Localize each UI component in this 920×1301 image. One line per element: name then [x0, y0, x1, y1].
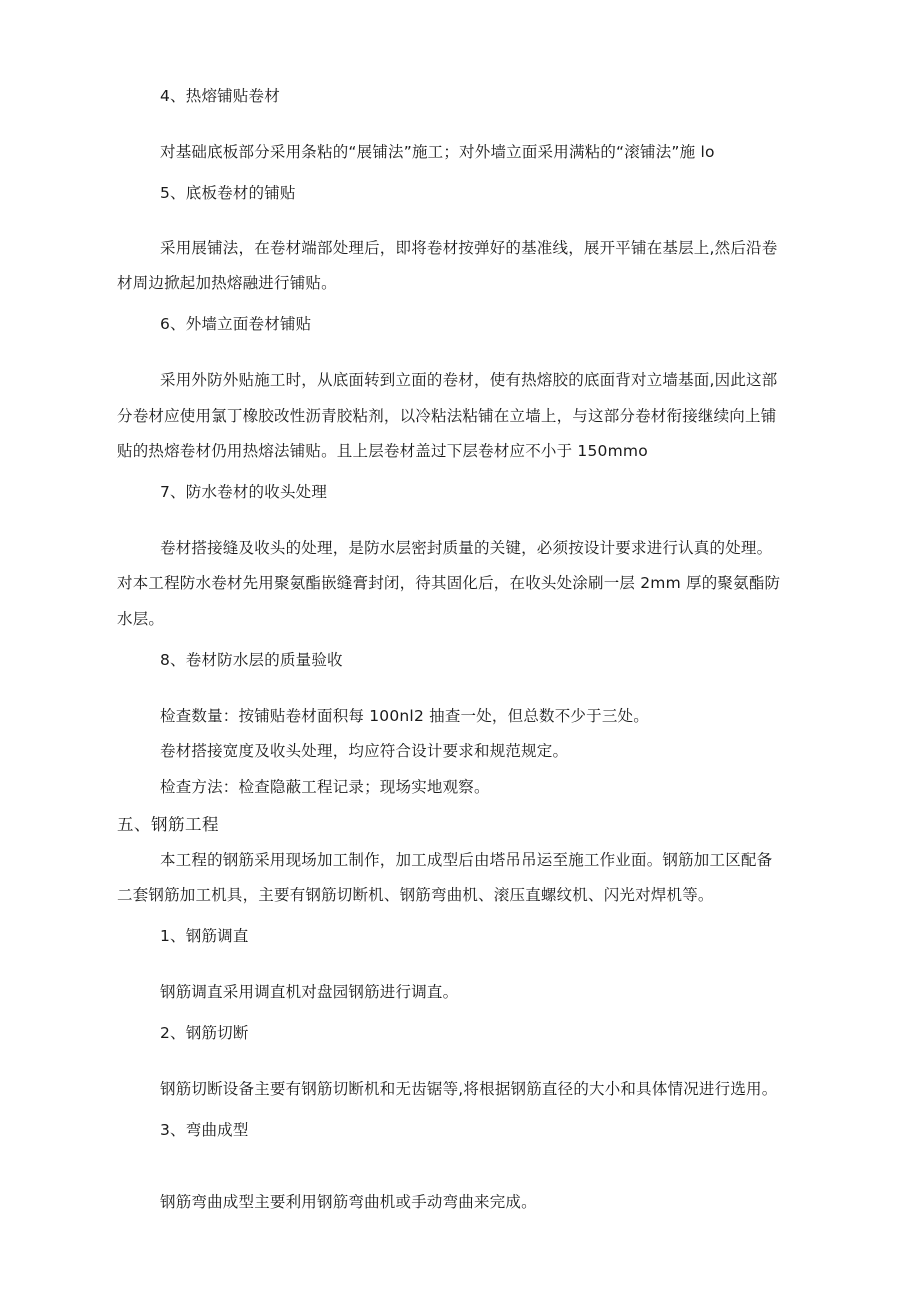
- chapter-5-intro-line-2: 二套钢筋加工机具，主要有钢筋切断机、钢筋弯曲机、滚压直螺纹机、闪光对焊机等。: [117, 886, 714, 904]
- section-8-check-method: 检查方法：检查隐蔽工程记录；现场实地观察。: [160, 778, 490, 796]
- section-8-check-quantity: 检查数量：按铺贴卷材面积每 100nl2 抽查一处，但总数不少于三处。: [160, 707, 649, 725]
- section-7-paragraph-line-2: 对本工程防水卷材先用聚氨酯嵌缝膏封闭，待其固化后，在收头处涂刷一层 2mm 厚的聚氨酯防: [117, 574, 781, 592]
- section-4-title: 4、热熔铺贴卷材: [160, 87, 280, 105]
- section-6-title: 6、外墙立面卷材铺贴: [160, 315, 312, 333]
- section-5-paragraph-line-1: 采用展铺法，在卷材端部处理后，即将卷材按弹好的基准线，展开平铺在基层上,然后沿卷: [160, 239, 778, 257]
- section-8-title: 8、卷材防水层的质量验收: [160, 651, 343, 669]
- rebar-cutting-paragraph: 钢筋切断设备主要有钢筋切断机和无齿锯等,将根据钢筋直径的大小和具体情况进行选用。: [160, 1080, 778, 1098]
- section-6-paragraph-line-2: 分卷材应使用氯丁橡胶改性沥青胶粘剂，以冷粘法粘铺在立墙上，与这部分卷材衔接继续向上铺: [117, 407, 777, 425]
- bending-forming-title: 3、弯曲成型: [160, 1121, 249, 1139]
- section-7-title: 7、防水卷材的收头处理: [160, 483, 328, 501]
- section-7-paragraph-line-1: 卷材搭接缝及收头的处理，是防水层密封质量的关键，必须按设计要求进行认真的处理。: [160, 539, 773, 557]
- rebar-cutting-title: 2、钢筋切断: [160, 1024, 249, 1042]
- section-5-title: 5、底板卷材的铺贴: [160, 184, 296, 202]
- rebar-straightening-title: 1、钢筋调直: [160, 927, 249, 945]
- chapter-5-intro-line-1: 本工程的钢筋采用现场加工制作，加工成型后由塔吊吊运至施工作业面。钢筋加工区配备: [160, 851, 773, 869]
- section-6-paragraph-line-3: 贴的热熔卷材仍用热熔法铺贴。且上层卷材盖过下层卷材应不小于 150mmo: [117, 442, 648, 460]
- section-6-paragraph-line-1: 采用外防外贴施工时，从底面转到立面的卷材，使有热熔胶的底面背对立墙基面,因此这部: [160, 371, 778, 389]
- bending-forming-paragraph: 钢筋弯曲成型主要利用钢筋弯曲机或手动弯曲来完成。: [160, 1193, 537, 1211]
- rebar-straightening-paragraph: 钢筋调直采用调直机对盘园钢筋进行调直。: [160, 983, 459, 1001]
- section-5-paragraph-line-2: 材周边掀起加热熔融进行铺贴。: [117, 274, 337, 292]
- section-8-overlap-requirement: 卷材搭接宽度及收头处理，均应符合设计要求和规范规定。: [160, 742, 569, 760]
- chapter-5-title: 五、钢筋工程: [117, 815, 219, 834]
- section-7-paragraph-line-3: 水层。: [117, 610, 165, 628]
- section-4-paragraph: 对基础底板部分采用条粘的“展铺法”施工；对外墙立面采用满粘的“滚铺法”施 lo: [160, 143, 715, 161]
